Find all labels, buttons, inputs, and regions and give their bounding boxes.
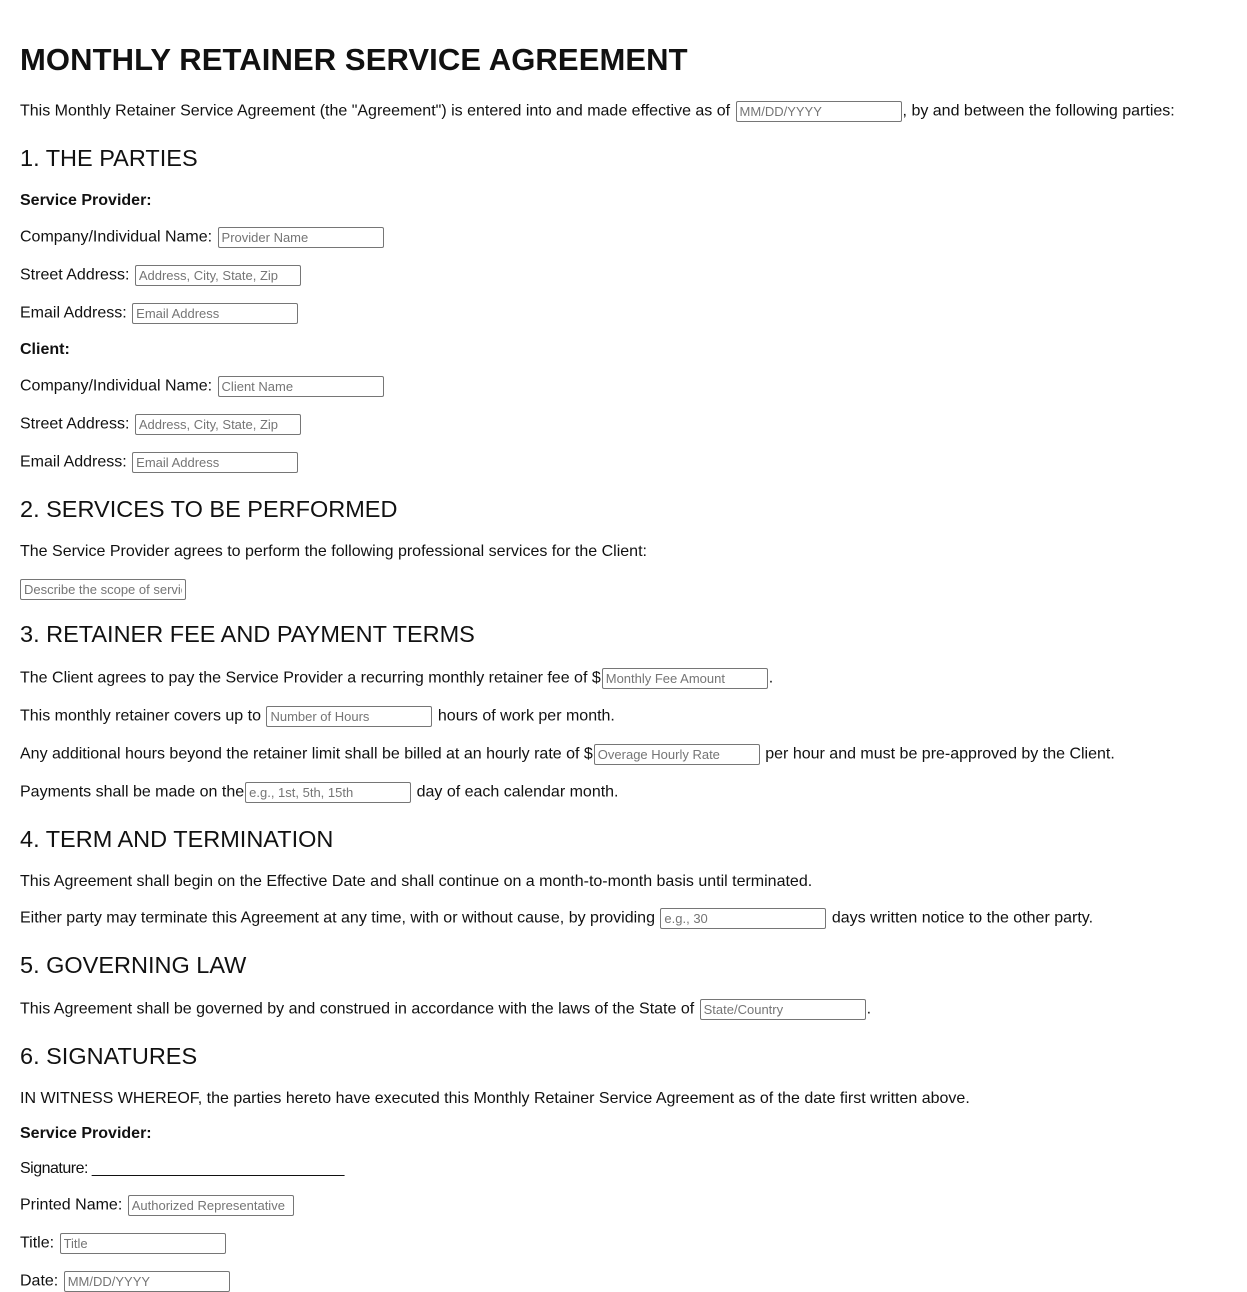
client-name-label: Company/Individual Name:	[20, 377, 213, 395]
printed-name-row	[20, 1195, 295, 1216]
signatures-text: IN WITNESS WHEREOF, the parties hereto have executed this Monthly Retainer Service Agreement as of the date first written above.	[20, 1090, 970, 1107]
section-heading-law: 5. GOVERNING LAW	[20, 952, 247, 978]
payday-text-after: day of each calendar month.	[416, 783, 619, 801]
provider-address-input[interactable]	[135, 265, 301, 286]
sig-date-input[interactable]	[64, 1271, 230, 1292]
provider-email-label: Email Address:	[20, 304, 127, 322]
payday-text-before: Payments shall be made on the	[20, 783, 245, 801]
overage-row	[20, 744, 1115, 765]
services-text: The Service Provider agrees to perform the following professional services for the Client:	[20, 543, 647, 560]
hours-input[interactable]	[266, 706, 432, 727]
hours-row	[20, 706, 615, 727]
sig-date-label: Date:	[20, 1272, 59, 1290]
fee-row	[20, 668, 773, 689]
section-heading-term: 4. TERM AND TERMINATION	[20, 826, 334, 852]
fee-text-after: .	[768, 669, 774, 687]
client-name-row	[20, 376, 385, 397]
hours-text-after: hours of work per month.	[437, 707, 615, 725]
overage-text-after: per hour and must be pre-approved by the Client.	[765, 745, 1115, 763]
printed-name-label: Printed Name:	[20, 1196, 123, 1214]
notice-row	[20, 908, 1093, 929]
payday-row	[20, 782, 619, 803]
effective-date-input[interactable]	[736, 101, 902, 122]
notice-text-before: Either party may terminate this Agreement at any time, with or without cause, by providing	[20, 909, 655, 927]
sig-title-row	[20, 1233, 227, 1254]
provider-name-input[interactable]	[218, 227, 384, 248]
provider-address-row	[20, 265, 302, 286]
client-address-input[interactable]	[135, 414, 301, 435]
provider-name-label: Company/Individual Name:	[20, 228, 213, 246]
section-heading-parties: 1. THE PARTIES	[20, 145, 198, 171]
document-title: MONTHLY RETAINER SERVICE AGREEMENT	[20, 42, 688, 77]
fee-text-before: The Client agrees to pay the Service Provider a recurring monthly retainer fee of $	[20, 669, 601, 687]
intro-paragraph	[20, 101, 1175, 122]
provider-address-label: Street Address:	[20, 266, 130, 284]
notice-text-after: days written notice to the other party.	[831, 909, 1094, 927]
services-scope-row	[20, 579, 187, 600]
law-text-after: .	[866, 1000, 872, 1018]
section-heading-signatures: 6. SIGNATURES	[20, 1043, 198, 1069]
provider-email-row	[20, 303, 299, 324]
section-heading-fees: 3. RETAINER FEE AND PAYMENT TERMS	[20, 621, 475, 647]
client-address-label: Street Address:	[20, 415, 130, 433]
provider-email-input[interactable]	[132, 303, 298, 324]
overage-text-before: Any additional hours beyond the retainer limit shall be billed at an hourly rate of $	[20, 745, 593, 763]
sig-title-label: Title:	[20, 1234, 55, 1252]
term-text: This Agreement shall begin on the Effective Date and shall continue on a month-to-month basis until terminated.	[20, 873, 813, 890]
law-text-before: This Agreement shall be governed by and construed in accordance with the laws of the State of	[20, 1000, 695, 1018]
signature-provider-label: Service Provider:	[20, 1125, 152, 1142]
signature-line: Signature: ______________________________	[20, 1160, 344, 1177]
notice-days-input[interactable]	[660, 908, 826, 929]
intro-text-after: , by and between the following parties:	[902, 102, 1175, 120]
provider-label: Service Provider:	[20, 192, 152, 209]
governing-state-input[interactable]	[700, 999, 866, 1020]
sig-date-row	[20, 1271, 231, 1292]
services-scope-input[interactable]	[20, 579, 186, 600]
client-label: Client:	[20, 341, 70, 358]
intro-text-before: This Monthly Retainer Service Agreement (the "Agreement") is entered into and made effective as of	[20, 102, 731, 120]
client-email-input[interactable]	[132, 452, 298, 473]
client-email-label: Email Address:	[20, 453, 127, 471]
client-email-row	[20, 452, 299, 473]
provider-name-row	[20, 227, 385, 248]
monthly-fee-input[interactable]	[602, 668, 768, 689]
client-address-row	[20, 414, 302, 435]
overage-rate-input[interactable]	[594, 744, 760, 765]
hours-text-before: This monthly retainer covers up to	[20, 707, 261, 725]
client-name-input[interactable]	[218, 376, 384, 397]
section-heading-services: 2. SERVICES TO BE PERFORMED	[20, 496, 398, 522]
law-row	[20, 999, 871, 1020]
sig-title-input[interactable]	[60, 1233, 226, 1254]
payment-day-input[interactable]	[245, 782, 411, 803]
printed-name-input[interactable]	[128, 1195, 294, 1216]
